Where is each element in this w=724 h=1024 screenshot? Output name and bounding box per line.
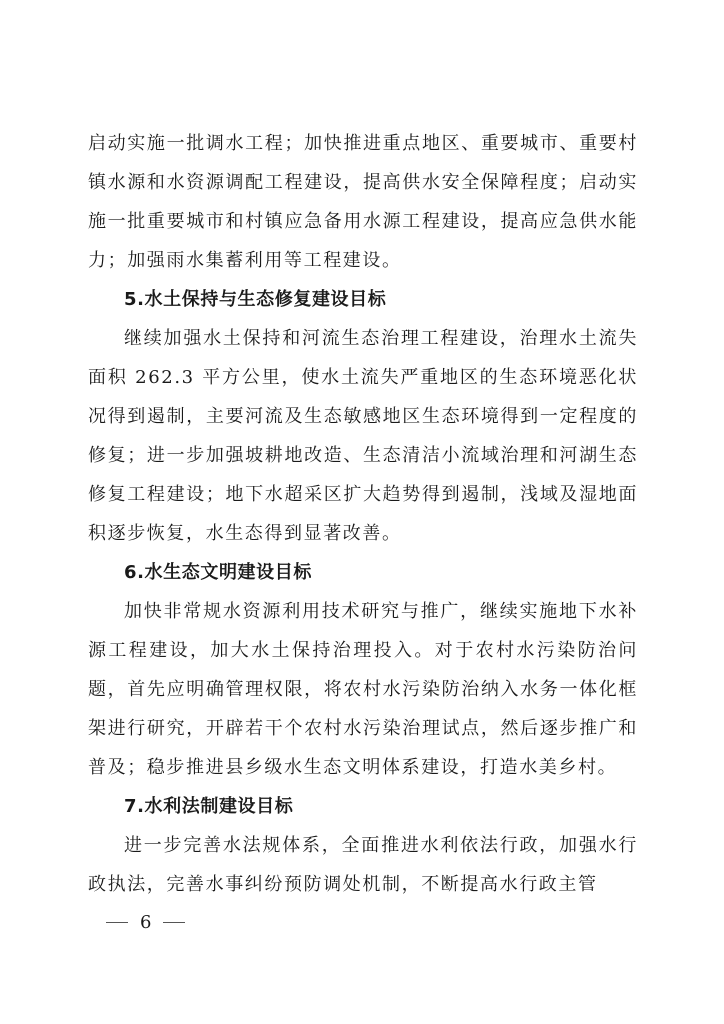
heading-water-law: 7.水利法制建设目标 xyxy=(124,796,294,817)
heading-soil-conservation: 5.水土保持与生态修复建设目标 xyxy=(124,289,387,310)
paragraph-water-ecology: 加快非常规水资源利用技术研究与推广，继续实施地下水补源工程建设，加大水土保持治理投入。对于农村水污染防治问题，首先应明确管理权限，将农村水污染防治纳入水务一体化框架进行研究，开辟若干个农村水污染治理试点，然后逐步推广和普及；稳步推进县乡级水生态文明体系建设，打造水美乡村。 xyxy=(88,601,638,778)
footer-dash-right xyxy=(163,922,185,923)
heading-water-ecology: 6.水生态文明建设目标 xyxy=(124,562,312,583)
page-number: 6 xyxy=(140,912,152,933)
body-text xyxy=(88,124,638,904)
footer-dash-left xyxy=(106,922,128,923)
paragraph-water-law: 进一步完善水法规体系，全面推进水利依法行政，加强水行政执法，完善水事纠纷预防调处机制，不断提高水行政主管 xyxy=(88,835,638,895)
paragraph-water-supply: 启动实施一批调水工程；加快推进重点地区、重要城市、重要村镇水源和水资源调配工程建设，提高供水安全保障程度；启动实施一批重要城市和村镇应急备用水源工程建设，提高应急供水能力；加强雨水集蓄利用等工程建设。 xyxy=(88,133,638,271)
page-footer xyxy=(106,912,185,933)
paragraph-soil-conservation: 继续加强水土保持和河流生态治理工程建设，治理水土流失面积 262.3 平方公里，使水土流失严重地区的生态环境恶化状况得到遏制，主要河流及生态敏感地区生态环境得到一定程度的修复；进一步加强坡耕地改造、生态清洁小流域治理和河湖生态修复工程建设；地下水超采区扩大趋势得到遏制，浅域及湿地面积逐步恢复，水生态得到显著改善。 xyxy=(88,328,638,544)
